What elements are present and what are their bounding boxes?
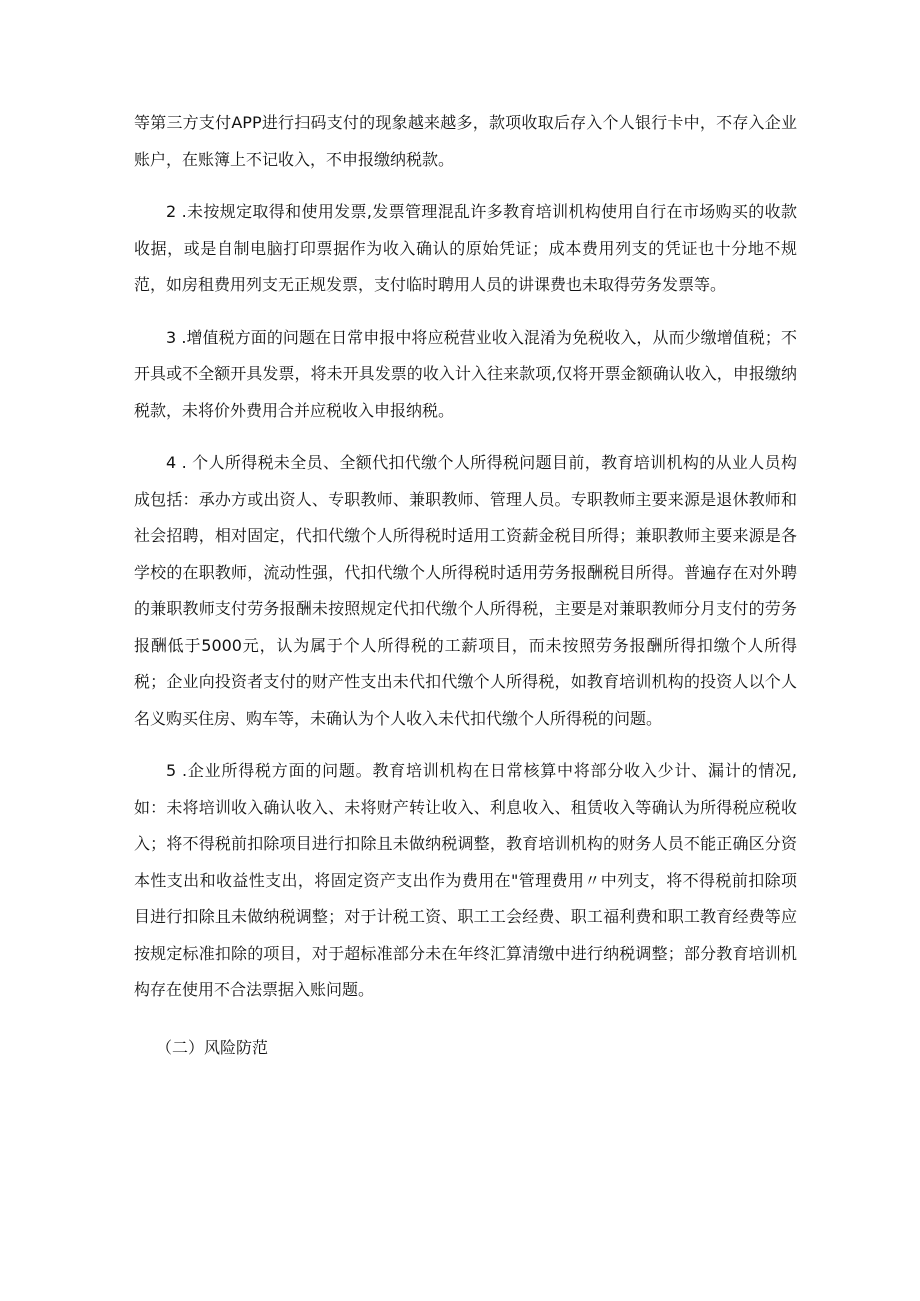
- paragraph-item-4-personal-income-tax: 4 . 个人所得税未全员、全额代扣代缴个人所得税问题目前，教育培训机构的从业人员构成包括：承办方或出资人、专职教师、兼职教师、管理人员。专职教师主要来源是退休教师和社会招聘，相对固定，代扣代缴个人所得税时适用工资薪金税目所得；兼职教师主要来源是各学校的在职教师，流动性强，代扣代缴个人所得税时适用劳务报酬税目所得。普遍存在对外聘的兼职教师支付劳务报酬未按照规定代扣代缴个人所得税，主要是对兼职教师分月支付的劳务报酬低于5000元，认为属于个人所得税的工薪项目，而未按照劳务报酬所得扣缴个人所得税；企业向投资者支付的财产性支出未代扣代缴个人所得税，如教育培训机构的投资人以个人名义购买住房、购车等，未确认为个人收入未代扣代缴个人所得税的问题。: [134, 453, 797, 728]
- section-heading-risk-prevention: （二）风险防范: [156, 1037, 269, 1057]
- paragraph-item-3-vat: 3 .增值税方面的问题在日常申报中将应税营业收入混淆为免税收入，从而少缴增值税；不开具或不全额开具发票，将未开具发票的收入计入往来款项,仅将开票金额确认收入，申报缴纳税款，未将价外费用合并应税收入申报纳税。: [134, 327, 797, 420]
- paragraph-item-2-invoices: 2 .未按规定取得和使用发票,发票管理混乱许多教育培训机构使用自行在市场购买的收款收据，或是自制电脑打印票据作为收入确认的原始凭证；成本费用列支的凭证也十分地不规范，如房租费用列支无正规发票，支付临时聘用人员的讲课费也未取得劳务发票等。: [134, 202, 797, 294]
- paragraph-continuation: 等第三方支付APP进行扫码支付的现象越来越多，款项收取后存入个人银行卡中，不存入企业账户，在账簿上不记收入，不申报缴纳税款。: [134, 113, 797, 169]
- paragraph-item-5-corporate-income-tax: 5 .企业所得税方面的问题。教育培训机构在日常核算中将部分收入少计、漏计的情况,如：未将培训收入确认收入、未将财产转让收入、利息收入、租赁收入等确认为所得税应税收入；将不得税前扣除项目进行扣除且未做纳税调整，教育培训机构的财务人员不能正确区分资本性支出和收益性支出，将固定资产支出作为费用在"管理费用〃中列支，将不得税前扣除项目进行扣除且未做纳税调整；对于计税工资、职工工会经费、职工福利费和职工教育经费等应按规定标准扣除的项目，对于超标准部分未在年终汇算清缴中进行纳税调整；部分教育培训机构存在使用不合法票据入账问题。: [134, 761, 797, 999]
- document-page: [134, 105, 797, 1066]
